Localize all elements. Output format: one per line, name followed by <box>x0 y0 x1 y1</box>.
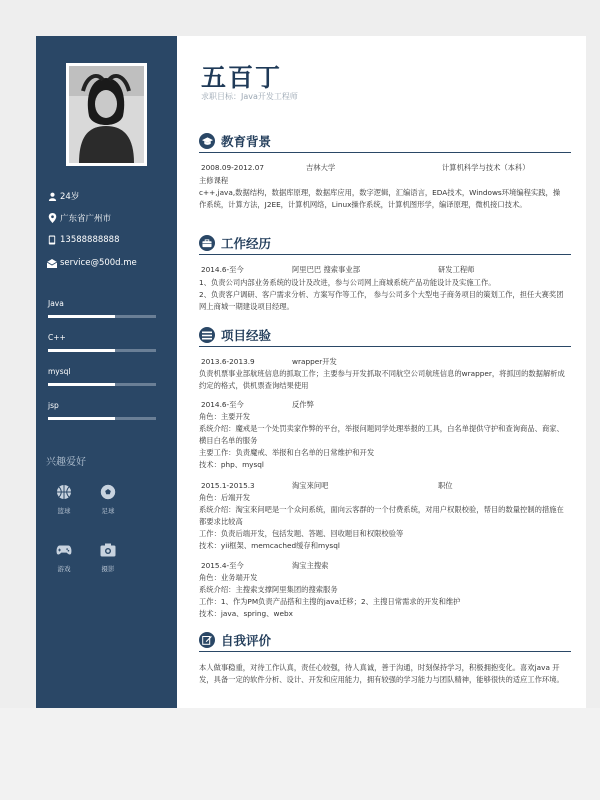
project-1-name: wrapper开发 <box>292 357 337 366</box>
skill-label-mysql: mysql <box>48 367 71 376</box>
hobby-soccer <box>88 484 128 515</box>
hobby-photography <box>88 542 128 573</box>
basketball-icon <box>56 484 72 500</box>
work-company: 阿里巴巴 搜索事业部 <box>292 265 360 274</box>
section-work-title: 工作经历 <box>221 236 272 251</box>
skill-label-java: Java <box>48 299 64 308</box>
skill-bar-java <box>48 315 156 318</box>
section-work-header <box>199 234 571 255</box>
hobby-label: 篮球 <box>57 507 71 515</box>
project-line: 角色：后端开发 <box>199 493 251 502</box>
gamepad-icon <box>56 542 72 558</box>
section-self-title: 自我评价 <box>221 633 272 648</box>
email-item[interactable] <box>47 258 137 268</box>
section-projects-header <box>199 326 571 347</box>
skill-fill-jsp <box>48 417 115 420</box>
project-1-details <box>199 368 567 392</box>
sidebar <box>36 36 177 708</box>
project-line: 技术：yii框架、memcached缓存和mysql <box>199 541 340 550</box>
phone-text: 13588888888 <box>60 235 120 245</box>
project-4-period: 2015.4-至今 <box>201 561 244 570</box>
work-line: 1、负责公司内部业务系统的设计及改进，参与公司网上商城系统产品功能设计及实施工作。 <box>199 278 496 287</box>
project-1-period: 2013.6-2013.9 <box>201 357 255 366</box>
location-item <box>47 212 111 224</box>
project-line: 负责机票事业部航班信息的抓取工作；主要参与开发抓取不同航空公司航班信息的wrapper，将抓回的数据解析成约定的格式，供机票查询结果使用 <box>199 369 565 390</box>
camera-icon <box>100 542 116 558</box>
briefcase-icon <box>199 235 215 251</box>
location-text: 广东省广州市 <box>60 214 112 224</box>
portrait-image <box>69 66 144 163</box>
project-2-details <box>199 411 567 471</box>
project-line: 角色：主要开发 <box>199 412 251 421</box>
phone-item <box>47 235 120 245</box>
education-school: 吉林大学 <box>306 163 336 172</box>
hobbies-title: 兴趣爱好 <box>46 457 86 468</box>
hobby-label: 游戏 <box>57 565 71 573</box>
work-position: 研发工程师 <box>438 265 475 274</box>
project-2-period: 2014.6-至今 <box>201 400 244 409</box>
hobby-game <box>44 542 84 573</box>
section-self-header <box>199 631 571 652</box>
education-period: 2008.09-2012.07 <box>201 163 264 172</box>
work-line: 2、负责客户调研、客户需求分析、方案写作等工作， 参与公司多个大型电子商务项目的策划工作，担任大赛奖团网上商城一期建设项目经理。 <box>199 290 564 311</box>
project-line: 工作：负责后端开发，包括发题、答题、回收题目和权限校验等 <box>199 529 404 538</box>
skill-fill-mysql <box>48 383 115 386</box>
hobby-label: 足球 <box>101 507 115 515</box>
project-3-name: 淘宝來问吧 <box>292 481 329 490</box>
work-period: 2014.6-至今 <box>201 265 244 274</box>
education-details <box>199 175 567 211</box>
soccer-icon <box>100 484 116 500</box>
section-projects-title: 项目经验 <box>221 328 272 343</box>
age-item <box>47 190 79 202</box>
project-line: 系统介绍：主搜索支撑阿里集团的搜索服务 <box>199 585 338 594</box>
education-major: 计算机科学与技术（本科） <box>442 163 530 172</box>
graduation-cap-icon <box>199 133 215 149</box>
main-content <box>177 36 586 708</box>
project-4-details <box>199 572 567 620</box>
project-line: 工作：1、作为PM负责产品搭和主搜的java迁移；2、主搜日常需求的开发和维护 <box>199 597 461 606</box>
user-icon <box>47 191 57 201</box>
self-evaluation-paragraph: 本人做事稳重，对待工作认真，责任心较强，待人真诚，善于沟通，时刻保持学习，积极拥抱变化。喜欢java 开发，具备一定的软件分析、设计、开发和应用能力，拥有较强的学习能力与团队精神，能够很快的适应工作环境。 <box>199 663 564 684</box>
skill-bar-cpp <box>48 349 156 352</box>
edit-icon <box>199 632 215 648</box>
skill-label-jsp: jsp <box>48 401 59 410</box>
project-2-name: 反作弊 <box>292 400 314 409</box>
phone-icon <box>47 235 57 245</box>
project-3-role: 职位 <box>438 481 453 490</box>
section-education-title: 教育背景 <box>221 134 272 149</box>
project-line: 系统介绍：淘宝來问吧是一个众问系统，面向云客群的一个付费系统，对用户权限校验，帮目的数量控制的措施在都要求比较高 <box>199 505 564 526</box>
skill-bar-jsp <box>48 417 156 420</box>
project-3-details <box>199 492 567 552</box>
mail-icon <box>47 258 57 268</box>
project-line: 技术：java、spring、webx <box>199 609 293 618</box>
profile-photo <box>66 63 147 166</box>
email-text[interactable]: service@500d.me <box>60 258 137 268</box>
hobby-basketball <box>44 484 84 515</box>
hobby-label: 摄影 <box>101 565 115 573</box>
project-4-name: 淘宝主搜索 <box>292 561 329 570</box>
list-icon <box>199 327 215 343</box>
skill-label-cpp: C++ <box>48 333 66 342</box>
project-3-period: 2015.1-2015.3 <box>201 481 255 490</box>
project-line: 技术：php、mysql <box>199 460 264 469</box>
skill-bar-mysql <box>48 383 156 386</box>
education-line: 主修课程 <box>199 176 229 185</box>
skill-fill-java <box>48 315 115 318</box>
age-text: 24岁 <box>60 192 80 202</box>
location-pin-icon <box>47 213 57 223</box>
section-education-header <box>199 132 571 153</box>
project-line: 系统介绍：魔戒是一个处罚卖家作弊的平台，举报问题同学处理举报的工具，白名单提供守护和查询商品、商家、横目白名单的服务 <box>199 424 564 445</box>
education-line: c++,java,数据结构，数据库原理，数据库应用，数字逻辑，汇编语言，EDA技术，Windows环境编程实践，操作系统，计算方法，J2EE，计算机网络，Linux操作系统，计算机图形学，编译原理，微机接口技术。 <box>199 188 561 209</box>
skill-fill-cpp <box>48 349 115 352</box>
job-target: 求职目标：Java开发工程师 <box>201 92 298 101</box>
candidate-name: 五百丁 <box>201 63 283 92</box>
project-line: 主要工作：负责魔戒、举报和白名单的日常维护和开发 <box>199 448 375 457</box>
resume-paper <box>36 36 586 708</box>
self-evaluation-text <box>199 662 567 686</box>
project-line: 角色：业务端开发 <box>199 573 258 582</box>
work-details <box>199 277 567 313</box>
